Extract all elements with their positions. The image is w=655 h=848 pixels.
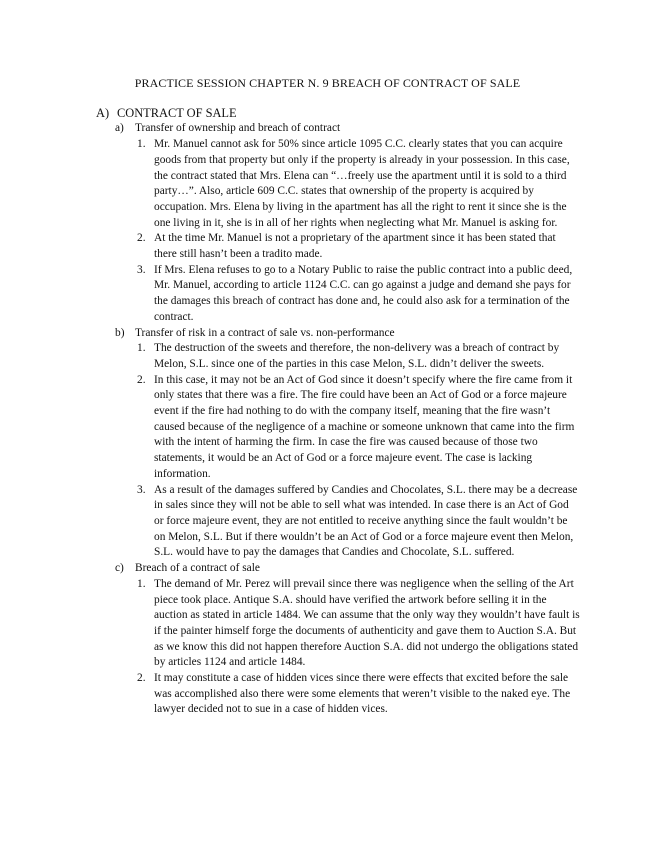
section-title: CONTRACT OF SALE <box>117 105 237 120</box>
list-item <box>137 231 581 262</box>
item-text: At the time Mr. Manuel is not a proprietary of the apartment since it has been stated that there still hasn’t been a tradito made. <box>154 232 556 261</box>
item-text: It may constitute a case of hidden vices since there were effects that excited before the sale was accomplished also there were some elements that weren’t visible to the naked eye. The lawyer decided not to sue in a case of hidden vices. <box>154 672 571 716</box>
item-text: If Mrs. Elena refuses to go to a Notary Public to raise the public contract into a public deed, Mr. Manuel, according to article 1124 C.C. can go against a judge and demand she pays for the damages this breach of contract has done and, he could also ask for a termination of the contract. <box>154 263 573 323</box>
list-item <box>137 373 581 483</box>
subsection-label: c) <box>115 562 124 575</box>
item-number: 1. <box>137 342 146 355</box>
subsection-heading <box>115 561 655 577</box>
item-number: 2. <box>137 373 146 386</box>
subsection-title: Transfer of ownership and breach of contract <box>135 122 341 135</box>
item-text: Mr. Manuel cannot ask for 50% since article 1095 C.C. clearly states that you can acquire goods from that property but only if the property is already in your possession. In this case, the contract stated that Mrs. Elena can “…freely use the apartment until it is sold to a third party…”. Also, article 609 C.C. states that ownership of the property is acquired by occupation. Mrs. Elena by living in the apartment has all the right to rent it since she is the one living in it, she is in all of her rights when neglecting what Mr. Manuel is asking for. <box>154 138 570 229</box>
item-number: 3. <box>137 483 146 496</box>
subsection-title: Transfer of risk in a contract of sale vs. non-performance <box>135 326 395 339</box>
list-item <box>137 671 581 718</box>
section-label: A) <box>96 105 110 120</box>
subsection-heading <box>115 326 655 342</box>
item-text: The demand of Mr. Perez will prevail since there was negligence when the selling of the Art piece took place. Antique S.A. should have verified the artwork before selling it in the auction as stated in article 1484. We can assume that the only way they wouldn’t have fault is if the painter himself forge the documents of authenticity and gave them to Auction S.A. But as we know this did not happen therefore Auction S.A. did not undergo the obligations stated by articles 1124 and article 1484. <box>154 577 580 669</box>
section-heading <box>96 106 655 122</box>
subsection-label: a) <box>115 122 124 135</box>
subsection-label: b) <box>115 326 125 339</box>
list-item <box>137 483 581 562</box>
item-number: 1. <box>137 577 146 590</box>
list-item <box>137 263 581 326</box>
item-number: 2. <box>137 232 146 245</box>
item-number: 3. <box>137 263 146 276</box>
item-text: The destruction of the sweets and therefore, the non-delivery was a breach of contract by Melon, S.L. since one of the parties in this case Melon, S.L. didn’t deliver the sweets. <box>154 342 560 370</box>
list-item <box>137 577 581 671</box>
item-number: 1. <box>137 138 146 151</box>
list-item <box>137 137 581 231</box>
list-item <box>137 341 581 372</box>
item-number: 2. <box>137 672 146 685</box>
item-text: As a result of the damages suffered by Candies and Chocolates, S.L. there may be a decrease in sales since they will not be able to sell what was intended. In case there is an Act of God or force majeure event, they are not entitled to receive anything since the fault wouldn’t be on Melon, S.L. But if there wouldn’t be an Act of God or a force majeure event then Melon, S.L. would have to pay the damages that Candies and Chocolate, S.L. suffered. <box>154 483 578 559</box>
item-text: In this case, it may not be an Act of God since it doesn’t specify where the fire came from it only states that there was a fire. The fire could have been an Act of God or a force majeure event if the fire had nothing to do with the company itself, meaning that the fire wasn’t caused because of the negligence of a machine or someone unknown that came into the firm with the intent of harming the firm. In case the fire was caused because of those two statements, it would be an Act of God or a force majeure event. The case is lacking information. <box>154 373 575 480</box>
page-title: PRACTICE SESSION CHAPTER N. 9 BREACH OF CONTRACT OF SALE <box>134 76 521 90</box>
subsection-title: Breach of a contract of sale <box>135 562 260 575</box>
subsection-heading <box>115 121 655 137</box>
